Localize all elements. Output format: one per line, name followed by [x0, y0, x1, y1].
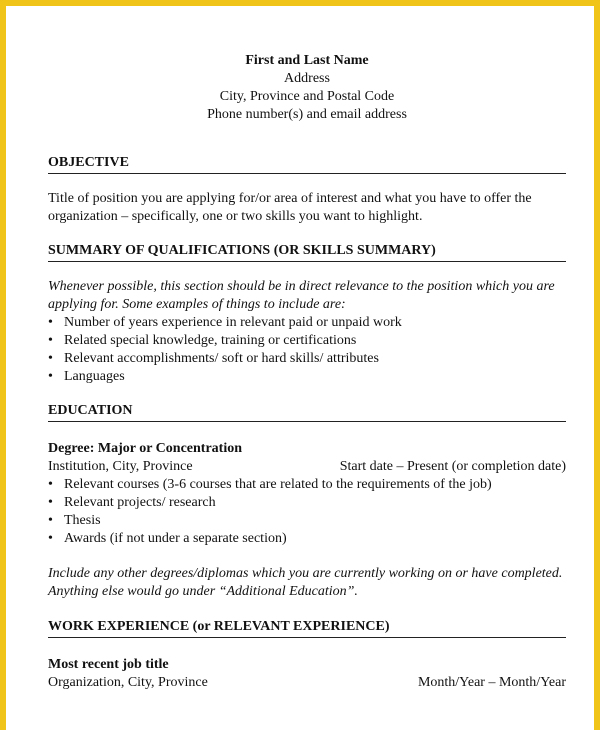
summary-heading: SUMMARY OF QUALIFICATIONS (OR SKILLS SUMMARY)	[48, 242, 566, 262]
institution-row	[48, 458, 566, 476]
resume-header	[48, 52, 566, 124]
institution: Institution, City, Province	[48, 459, 193, 474]
work-heading: WORK EXPERIENCE (or RELEVANT EXPERIENCE)	[48, 618, 566, 638]
bullet-icon: •	[48, 531, 53, 546]
education-heading: EDUCATION	[48, 402, 566, 422]
education-dates: Start date – Present (or completion date)	[339, 459, 566, 474]
list-item: • Languages	[48, 369, 125, 384]
job-organization: Organization, City, Province	[48, 675, 208, 690]
summary-intro-1: Whenever possible, this section should be in direct relevance to the position which you are	[48, 279, 555, 294]
education-list	[48, 476, 566, 548]
summary-list	[48, 314, 566, 386]
degree-title: Degree: Major or Concentration	[48, 441, 242, 456]
objective-heading: OBJECTIVE	[48, 154, 566, 174]
list-item: • Relevant accomplishments/ soft or hard skills/ attributes	[48, 351, 379, 366]
objective-line-1: Title of position you are applying for/or area of interest and what you have to offer the	[48, 191, 532, 206]
resume-page	[6, 6, 594, 730]
list-item: • Relevant projects/ research	[48, 495, 216, 510]
education-note-2: Anything else would go under “Additional Education”.	[48, 584, 358, 599]
bullet-icon: •	[48, 369, 53, 384]
objective-line-2: organization – specifically, one or two skills you want to highlight.	[48, 209, 423, 224]
bullet-icon: •	[48, 333, 53, 348]
list-item: • Number of years experience in relevant paid or unpaid work	[48, 315, 402, 330]
list-item: • Awards (if not under a separate section)	[48, 531, 287, 546]
job-dates: Month/Year – Month/Year	[417, 675, 566, 690]
applicant-name: First and Last Name	[245, 53, 369, 68]
list-item: • Relevant courses (3-6 courses that are related to the requirements of the job)	[48, 477, 492, 492]
list-item: • Related special knowledge, training or certifications	[48, 333, 357, 348]
education-note-1: Include any other degrees/diplomas which you are currently working on or have completed.	[48, 566, 563, 581]
bullet-icon: •	[48, 351, 53, 366]
applicant-city: City, Province and Postal Code	[219, 89, 395, 104]
bullet-icon: •	[48, 513, 53, 528]
list-item: • Thesis	[48, 513, 101, 528]
applicant-contact: Phone number(s) and email address	[207, 107, 407, 122]
summary-intro-2: applying for. Some examples of things to include are:	[48, 297, 346, 312]
job-row	[48, 674, 566, 692]
bullet-icon: •	[48, 477, 53, 492]
job-title: Most recent job title	[48, 657, 169, 672]
applicant-address: Address	[284, 71, 330, 86]
bullet-icon: •	[48, 315, 53, 330]
bullet-icon: •	[48, 495, 53, 510]
resume-content	[48, 6, 566, 692]
